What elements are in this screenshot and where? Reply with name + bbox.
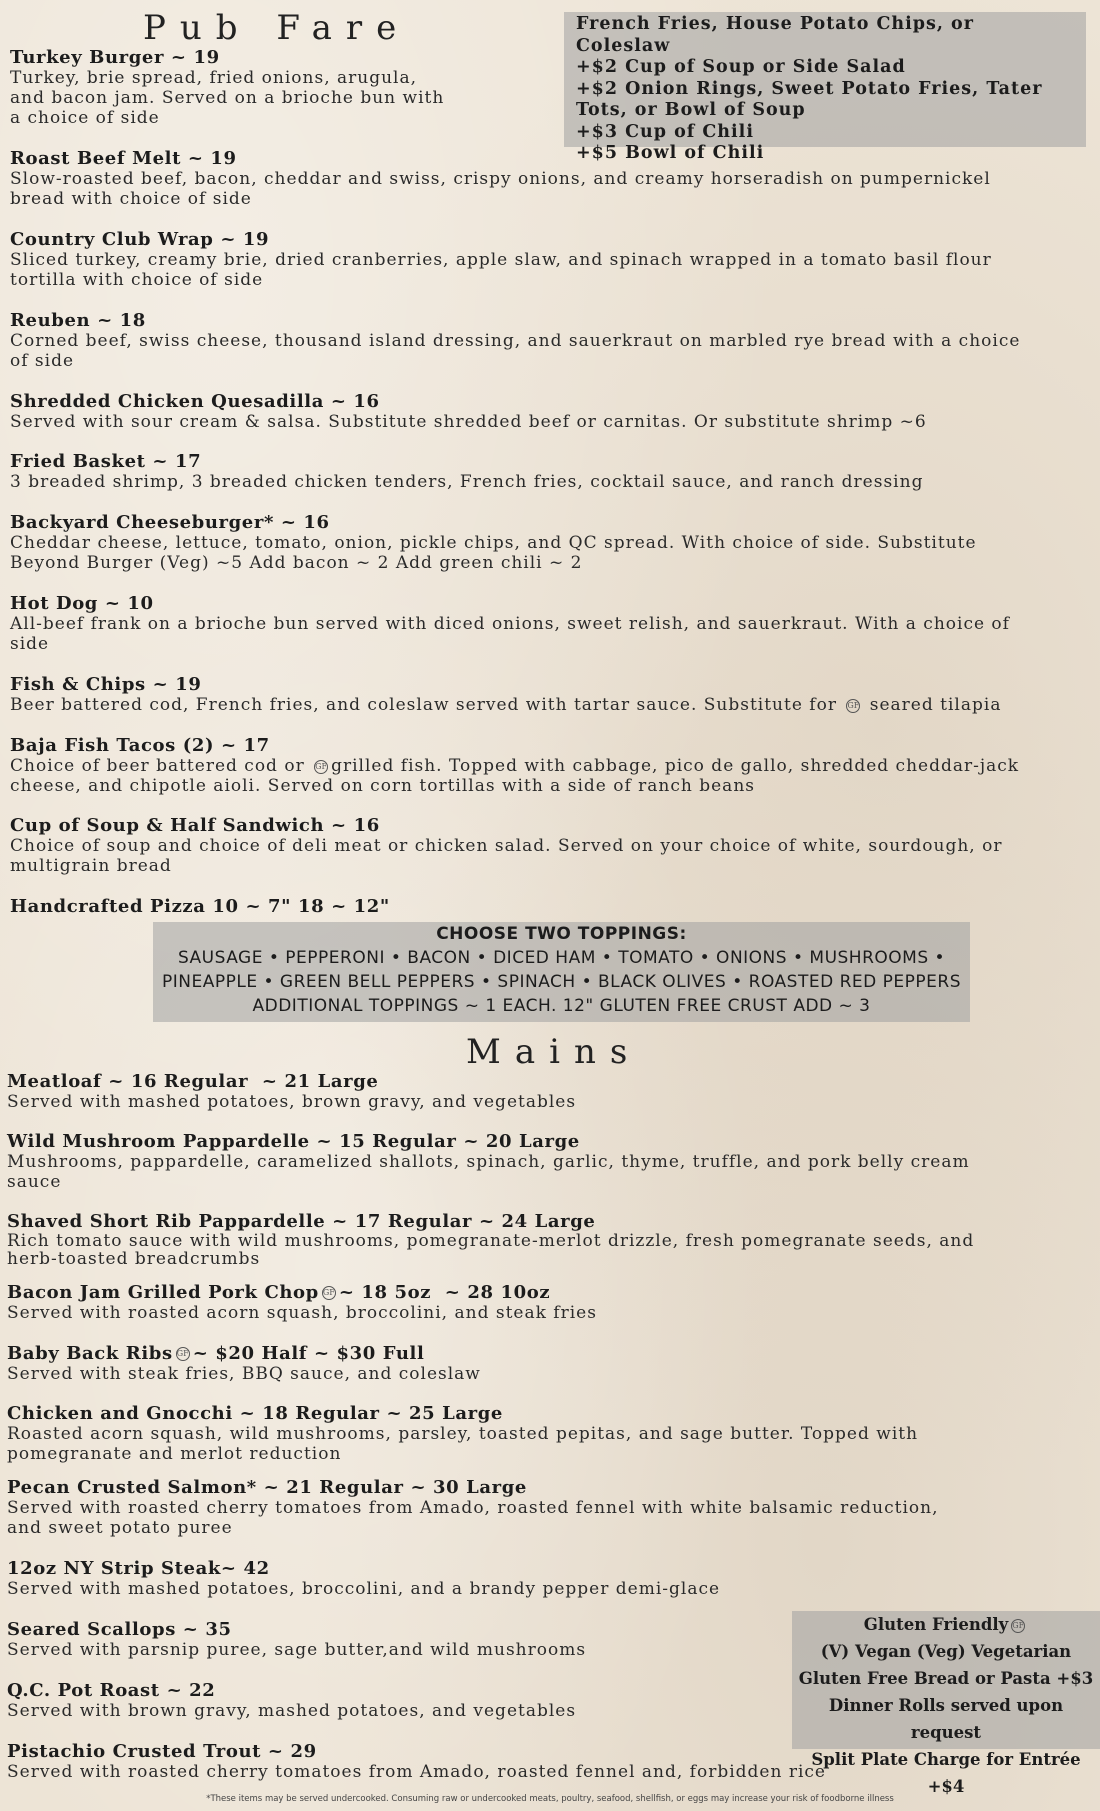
item-description xyxy=(10,695,1001,715)
menu-item-fried-basket xyxy=(10,452,923,492)
item-name: Country Club Wrap ~ 19 xyxy=(10,229,270,250)
menu-item-mushroom-pappardelle xyxy=(7,1132,970,1192)
item-name: 12oz NY Strip Steak~ 42 xyxy=(7,1558,270,1579)
item-name: Chicken and Gnocchi ~ 18 Regular ~ 25 Large xyxy=(7,1403,503,1424)
legend-line: Gluten Free Bread or Pasta +$3 xyxy=(798,1669,1094,1688)
item-description xyxy=(10,756,1019,796)
gluten-friendly-icon: GF xyxy=(322,1286,336,1300)
item-name: Shaved Short Rib Pappardelle ~ 17 Regular ~ 24 Large xyxy=(7,1211,596,1232)
legend-line: (V) Vegan (Veg) Vegetarian xyxy=(820,1642,1072,1661)
menu-item-short-rib-pappardelle xyxy=(7,1212,974,1268)
item-description: Choice of soup and choice of deli meat or chicken salad. Served on your choice of white, sourdough, or multigrain bread xyxy=(10,836,1003,876)
toppings-heading: CHOOSE TWO TOPPINGS: xyxy=(436,924,687,944)
sides-line: +$2 Onion Rings, Sweet Potato Fries, Tater xyxy=(576,78,1043,99)
menu-item-handcrafted-pizza xyxy=(10,897,390,917)
menu-item-turkey-burger xyxy=(10,48,444,128)
item-description: Served with roasted acorn squash, broccolini, and steak fries xyxy=(7,1303,597,1323)
legend-line: Dinner Rolls served upon request xyxy=(828,1696,1064,1742)
gluten-friendly-icon: GF xyxy=(314,760,328,774)
toppings-line: ADDITIONAL TOPPINGS ~ 1 EACH. 12" GLUTEN FREE CRUST ADD ~ 3 xyxy=(252,996,871,1016)
legend-line: Split Plate Charge for Entrée +$4 xyxy=(811,1750,1081,1796)
menu-item-seared-scallops xyxy=(7,1620,586,1660)
item-name: Pistachio Crusted Trout ~ 29 xyxy=(7,1741,317,1762)
item-description: Served with mashed potatoes, brown gravy, and vegetables xyxy=(7,1092,577,1112)
item-description: Mushrooms, pappardelle, caramelized shallots, spinach, garlic, thyme, truffle, and pork belly cream sauce xyxy=(7,1152,970,1192)
item-name xyxy=(7,1283,597,1303)
item-description: Cheddar cheese, lettuce, tomato, onion, pickle chips, and QC spread. With choice of side. Substitute Beyond Burger (Veg) ~5 Add bacon ~ 2 Add green chili ~ 2 xyxy=(10,533,977,573)
undercooked-warning-footnote: *These items may be served undercooked. Consuming raw or undercooked meats, poultry, seafood, shellfish, or eggs may increase your risk of foodborne illness xyxy=(206,1794,894,1804)
item-description: Served with roasted cherry tomatoes from Amado, roasted fennel and, forbidden rice xyxy=(7,1762,826,1782)
menu-item-pecan-salmon xyxy=(7,1478,939,1538)
sides-line: +$3 Cup of Chili xyxy=(576,121,754,142)
menu-item-ny-strip-steak xyxy=(7,1559,720,1599)
item-description: Sliced turkey, creamy brie, dried cranberries, apple slaw, and spinach wrapped in a tomato basil flour tortilla with choice of side xyxy=(10,250,992,290)
item-description: Roasted acorn squash, wild mushrooms, parsley, toasted pepitas, and sage butter. Topped with pomegranate and merlot reduction xyxy=(7,1424,919,1464)
item-name: Handcrafted Pizza 10 ~ 7" 18 ~ 12" xyxy=(10,896,390,917)
item-description: Turkey, brie spread, fried onions, arugula, and bacon jam. Served on a brioche bun with a choice of side xyxy=(10,68,445,128)
menu-item-chicken-gnocchi xyxy=(7,1404,918,1464)
item-name: Turkey Burger ~ 19 xyxy=(10,47,220,68)
item-description: Served with brown gravy, mashed potatoes, and vegetables xyxy=(7,1701,577,1721)
toppings-line: PINEAPPLE • GREEN BELL PEPPERS • SPINACH • BLACK OLIVES • ROASTED RED PEPPERS xyxy=(162,972,961,992)
item-name-text: Bacon Jam Grilled Pork Chop xyxy=(7,1282,319,1303)
item-description: Served with parsnip puree, sage butter,and wild mushrooms xyxy=(7,1640,587,1660)
item-name: Cup of Soup & Half Sandwich ~ 16 xyxy=(10,815,380,836)
item-name: Shredded Chicken Quesadilla ~ 16 xyxy=(10,391,380,412)
item-name-text: Baby Back Ribs xyxy=(7,1343,173,1364)
item-description-text: grilled fish. Topped with cabbage, pico de gallo, shredded cheddar-jack cheese, and chipotle aioli. Served on corn tortillas with a side of ranch beans xyxy=(10,756,1020,796)
sides-line: +$2 Cup of Soup or Side Salad xyxy=(576,57,906,77)
pizza-toppings-box xyxy=(153,922,970,1022)
item-description: 3 breaded shrimp, 3 breaded chicken tenders, French fries, cocktail sauce, and ranch dressing xyxy=(10,472,924,492)
item-name: Fried Basket ~ 17 xyxy=(10,451,202,472)
menu-item-reuben xyxy=(10,311,1020,371)
item-description: Rich tomato sauce with wild mushrooms, pomegranate-merlot drizzle, fresh pomegranate seeds, and herb-toasted breadcrumbs xyxy=(7,1231,975,1269)
sides-info-box xyxy=(564,12,1086,163)
item-name: Meatloaf ~ 16 Regular ~ 21 Large xyxy=(7,1071,379,1092)
sides-line: +$5 Bowl of Chili xyxy=(576,143,765,163)
pub-fare-title: Pub Fare xyxy=(143,8,411,48)
legend-text: Gluten Friendly xyxy=(863,1615,1009,1634)
menu-item-meatloaf xyxy=(7,1072,576,1112)
sides-line: Tots, or Bowl of Soup xyxy=(576,100,806,120)
item-name: Hot Dog ~ 10 xyxy=(10,593,154,614)
menu-item-roast-beef-melt xyxy=(10,149,991,209)
item-name: Roast Beef Melt ~ 19 xyxy=(10,148,237,169)
menu-item-chicken-quesadilla xyxy=(10,392,927,432)
item-name: Baja Fish Tacos (2) ~ 17 xyxy=(10,735,270,756)
menu-item-backyard-cheeseburger xyxy=(10,513,977,573)
dietary-legend-box xyxy=(792,1611,1100,1796)
menu-item-baja-fish-tacos xyxy=(10,736,1019,796)
item-name: Backyard Cheeseburger* ~ 16 xyxy=(10,512,330,533)
item-description-text: Choice of beer battered cod or xyxy=(10,756,305,776)
item-description-text: seared tilapia xyxy=(869,695,1002,715)
menu-item-baby-back-ribs xyxy=(7,1344,481,1384)
gluten-friendly-icon: GF xyxy=(1011,1619,1025,1633)
item-name-text: ~ 18 5oz ~ 28 10oz xyxy=(338,1282,551,1303)
item-name: Wild Mushroom Pappardelle ~ 15 Regular ~ 20 Large xyxy=(7,1131,580,1152)
menu-item-soup-and-sandwich xyxy=(10,816,1002,876)
item-description: Served with sour cream & salsa. Substitute shredded beef or carnitas. Or substitute shrimp ~6 xyxy=(10,412,927,432)
item-description: Corned beef, swiss cheese, thousand island dressing, and sauerkraut on marbled rye bread with a choice of side xyxy=(10,331,1021,371)
item-description: Slow-roasted beef, bacon, cheddar and swiss, crispy onions, and creamy horseradish on pumpernickel bread with choice of side xyxy=(10,169,991,209)
item-name-text: ~ $20 Half ~ $30 Full xyxy=(192,1343,425,1364)
item-description: Served with roasted cherry tomatoes from Amado, roasted fennel with white balsamic reduction, and sweet potato puree xyxy=(7,1498,939,1538)
item-name: Fish & Chips ~ 19 xyxy=(10,674,202,695)
item-name: Pecan Crusted Salmon* ~ 21 Regular ~ 30 Large xyxy=(7,1477,527,1498)
legend-line xyxy=(792,1611,1100,1638)
item-description: All-beef frank on a brioche bun served with diced onions, sweet relish, and sauerkraut. With a choice of side xyxy=(10,614,1010,654)
item-description: Served with mashed potatoes, broccolini, and a brandy pepper demi-glace xyxy=(7,1579,721,1599)
menu-item-fish-and-chips xyxy=(10,675,1001,715)
mains-title: Mains xyxy=(466,1032,642,1072)
menu-item-country-club-wrap xyxy=(10,230,992,290)
gluten-friendly-icon: GF xyxy=(176,1347,190,1361)
item-name xyxy=(7,1344,481,1364)
item-name: Q.C. Pot Roast ~ 22 xyxy=(7,1680,216,1701)
item-name: Seared Scallops ~ 35 xyxy=(7,1619,232,1640)
item-description-text: Beer battered cod, French fries, and coleslaw served with tartar sauce. Substitute for xyxy=(10,695,837,715)
menu-item-pistachio-trout xyxy=(7,1742,826,1782)
menu-item-pork-chop xyxy=(7,1283,597,1323)
item-name: Reuben ~ 18 xyxy=(10,310,146,331)
gluten-friendly-icon: GF xyxy=(846,699,860,713)
menu-item-hot-dog xyxy=(10,594,1010,654)
item-description: Served with steak fries, BBQ sauce, and coleslaw xyxy=(7,1364,481,1384)
menu-item-pot-roast xyxy=(7,1681,576,1721)
sides-line: French Fries, House Potato Chips, or Coleslaw xyxy=(576,14,974,56)
toppings-line: SAUSAGE • PEPPERONI • BACON • DICED HAM • TOMATO • ONIONS • MUSHROOMS • xyxy=(177,948,946,968)
